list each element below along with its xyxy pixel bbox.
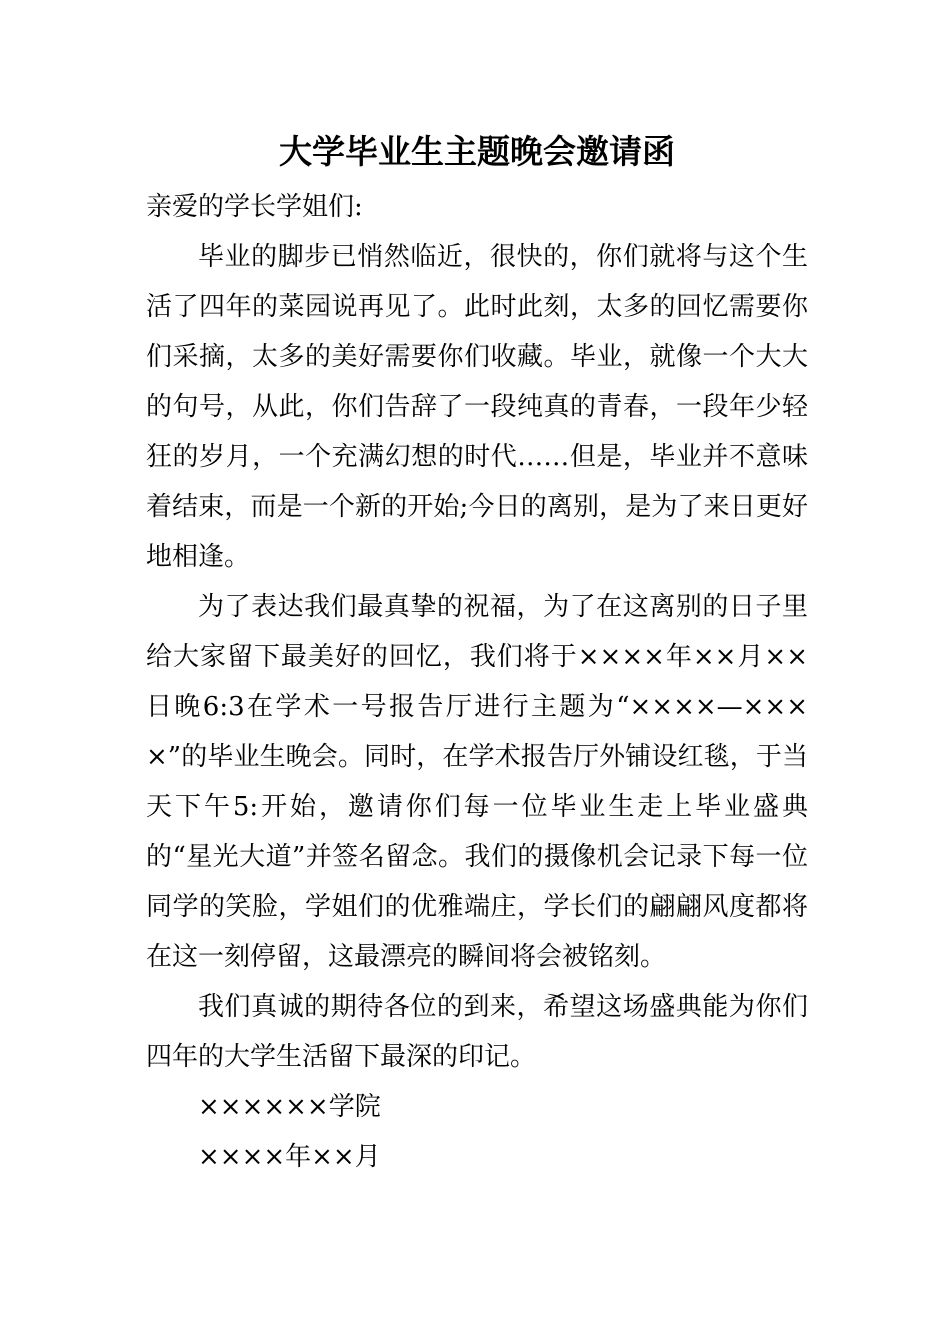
document-content [146,128,808,1182]
document-title: 大学毕业生主题晚会邀请函 [279,132,675,171]
paragraph-1: 毕业的脚步已悄然临近，很快的，你们就将与这个生活了四年的菜园说再见了。此时此刻，太多的回忆需要你们采摘，太多的美好需要你们收藏。毕业，就像一个大大的句号，从此，你们告辞了一段纯真的青春，一段年少轻狂的岁月，一个充满幻想的时代……但是，毕业并不意味着结束，而是一个新的开始;今日的离别，是为了来日更好地相逢。 [146,242,808,572]
paragraph-2: 为了表达我们最真挚的祝福，为了在这离别的日子里给大家留下最美好的回忆，我们将于××××年××月××日晚6:3在学术一号报告厅进行主题为“××××—××××”的毕业生晚会。同时，在学术报告厅外铺设红毯，于当天下午5:开始，邀请你们每一位毕业生走上毕业盛典的“星光大道”并签名留念。我们的摄像机会记录下每一位同学的笑脸，学姐们的优雅端庄，学长们的翩翩风度都将在这一刻停留，这最漂亮的瞬间将会被铭刻。 [146,592,808,972]
paragraph-3: 我们真诚的期待各位的到来，希望这场盛典能为你们四年的大学生活留下最深的印记。 [146,992,808,1072]
signature-date: ××××年××月 [198,1142,381,1172]
salutation: 亲爱的学长学姐们: [146,192,363,222]
signature-organization: ××××××学院 [198,1092,381,1122]
